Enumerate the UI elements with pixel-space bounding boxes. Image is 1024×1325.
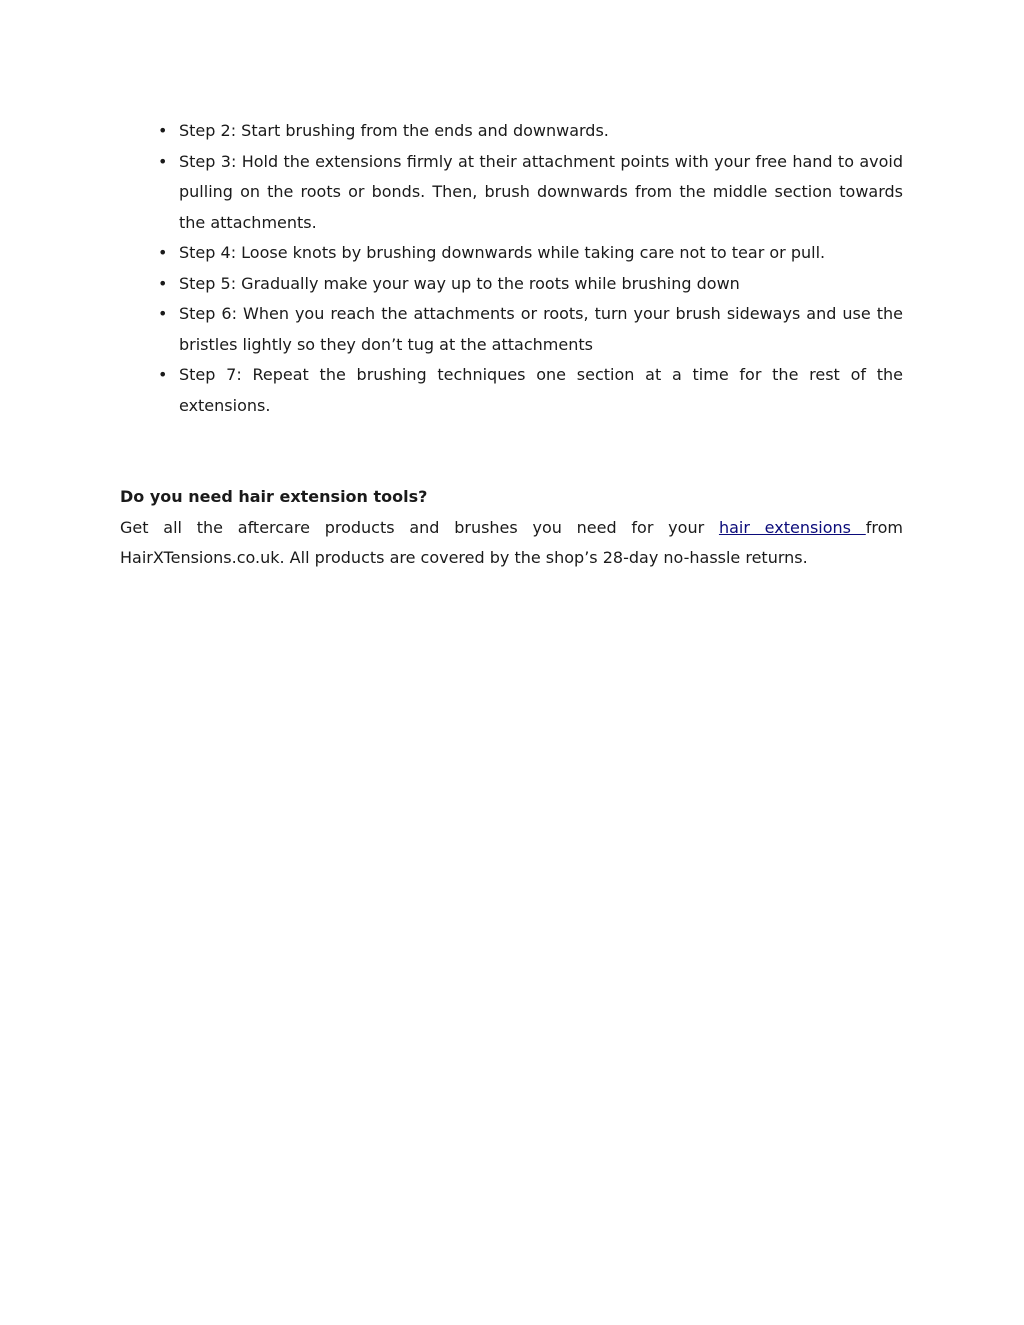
list-item [158,360,903,421]
step-text: Step 2: Start brushing from the ends and downwards. [179,121,609,140]
list-item [158,299,903,360]
bullet-icon: • [158,121,168,140]
document-page [120,116,903,574]
section-heading: Do you need hair extension tools? [120,487,428,506]
step-text: Step 4: Loose knots by brushing downwards while taking care not to tear or pull. [179,243,826,262]
bullet-icon: • [158,151,168,171]
list-item [158,116,903,147]
step-text: Step 3: Hold the extensions firmly at their attachment points with your free hand to avoid pulling on the roots or bonds. Then, brush downwards from the middle section towards the attachments. [179,151,903,232]
para-text-before-link: Get all the aftercare products and brushes you need for your [120,517,719,537]
list-item [158,269,903,300]
section-paragraph [120,513,903,574]
para-text-after-link: from HairXTensions.co.uk. All products are covered by the shop’s 28-day no-hassle returns. [120,517,904,567]
bullet-icon: • [158,273,168,293]
step-text: Step 7: Repeat the brushing techniques one section at a time for the rest of the extensions. [179,365,903,415]
step-text: Step 5: Gradually make your way up to the roots while brushing down [179,273,740,293]
hair-extensions-link[interactable]: hair extensions [718,517,866,537]
list-item [158,238,903,269]
steps-list [120,116,903,421]
step-text: Step 6: When you reach the attachments or roots, turn your brush sideways and use the bristles lightly so they don’t tug at the attachments [179,304,903,354]
section-spacer [120,421,903,482]
bullet-icon: • [158,365,168,384]
bullet-icon: • [158,243,168,262]
list-item [158,147,903,239]
bullet-icon: • [158,304,168,323]
